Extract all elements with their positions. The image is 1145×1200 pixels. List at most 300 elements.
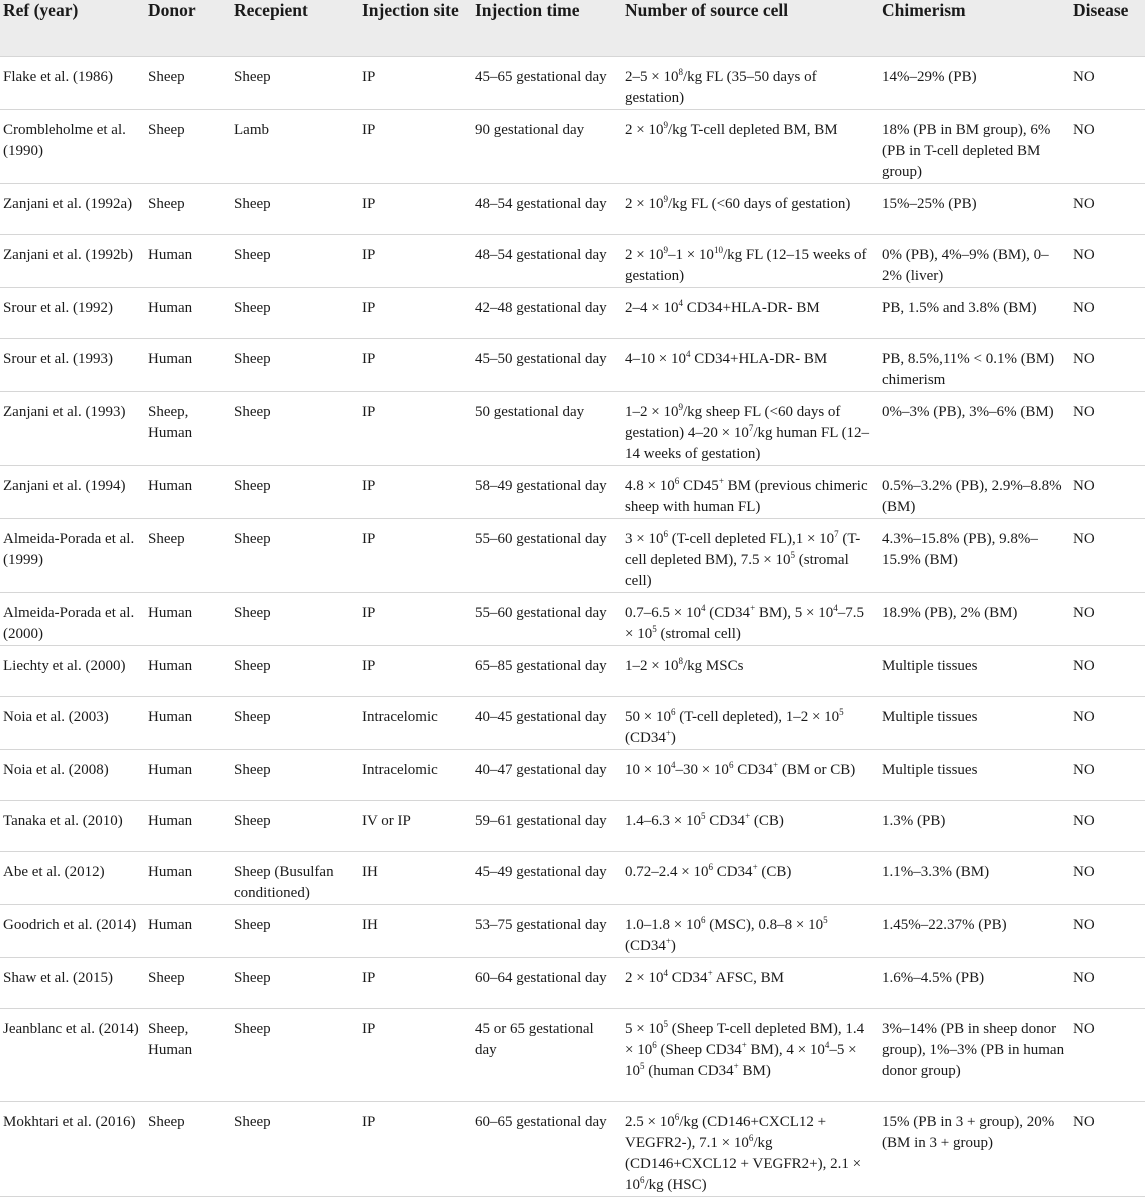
- cell-chimerism-text: Multiple tissues: [882, 762, 978, 778]
- cell-cells: [622, 235, 879, 288]
- cell-donor: [145, 110, 231, 184]
- cell-time-text: 42–48 gestational day: [475, 300, 607, 316]
- cell-chimerism-text: 18.9% (PB), 2% (BM): [882, 605, 1018, 621]
- cell-recipient: [231, 1009, 359, 1102]
- cell-cells: [622, 593, 879, 646]
- cell-time: [472, 519, 622, 593]
- cell-chimerism: [879, 288, 1070, 339]
- header-source-cell: Number of source cell: [622, 0, 879, 57]
- cell-site: [359, 750, 472, 801]
- cell-site: [359, 1009, 472, 1102]
- cell-chimerism: [879, 392, 1070, 466]
- cell-site-text: IP: [362, 69, 376, 85]
- cell-disease-text: NO: [1073, 196, 1095, 212]
- cell-disease-text: NO: [1073, 970, 1095, 986]
- cell-time-text: 48–54 gestational day: [475, 196, 607, 212]
- cell-donor-text: Human: [148, 300, 193, 316]
- cell-site: [359, 958, 472, 1009]
- cell-ref-text: Flake et al. (1986): [3, 69, 113, 85]
- cell-chimerism-text: Multiple tissues: [882, 658, 978, 674]
- cell-cells-text: $5 \times 10^5$ (Sheep T-cell depleted BM), $1.4 \times 10^6$ (Sheep CD34+ BM), $4 \times 10^4-5 \times 10^5$ (human CD34+ BM): [625, 1019, 865, 1079]
- cell-time-text: 45 or 65 gestational day: [475, 1021, 594, 1058]
- cell-ref: [0, 466, 145, 519]
- cell-time: [472, 646, 622, 697]
- cell-ref-text: Mokhtari et al. (2016): [3, 1114, 136, 1130]
- table-row: [0, 110, 1145, 184]
- cell-chimerism-text: 15% (PB in 3 + group), 20% (BM in 3 + group): [882, 1114, 1055, 1151]
- cell-time: [472, 1009, 622, 1102]
- cell-site-text: IP: [362, 970, 376, 986]
- cell-recipient-text: Sheep: [234, 762, 271, 778]
- cell-site: [359, 288, 472, 339]
- cell-cells: [622, 519, 879, 593]
- table-row: [0, 697, 1145, 750]
- cell-ref: [0, 801, 145, 852]
- cell-donor-text: Human: [148, 605, 193, 621]
- cell-site-text: IP: [362, 1021, 376, 1037]
- cell-site: [359, 646, 472, 697]
- cell-ref-text: Noia et al. (2003): [3, 709, 109, 725]
- cell-donor: [145, 339, 231, 392]
- cell-time-text: 50 gestational day: [475, 404, 585, 420]
- cell-cells-text: $0.7-6.5 \times 10^4$ (CD34+ BM), $5 \times 10^4-7.5 \times 10^5$ (stromal cell): [625, 603, 864, 642]
- table-row: [0, 1102, 1145, 1197]
- table-row: [0, 646, 1145, 697]
- cell-disease-text: NO: [1073, 709, 1095, 725]
- cell-disease: [1070, 1009, 1145, 1102]
- cell-recipient: [231, 697, 359, 750]
- cell-donor: [145, 1102, 231, 1197]
- cell-donor: [145, 288, 231, 339]
- table-row: [0, 593, 1145, 646]
- cell-ref-text: Abe et al. (2012): [3, 864, 105, 880]
- table-row: [0, 57, 1145, 110]
- cell-disease-text: NO: [1073, 762, 1095, 778]
- cell-time: [472, 905, 622, 958]
- cell-cells-text: $10 \times 10^4-30 \times 10^6$ CD34+ (BM or CB): [625, 760, 856, 778]
- cell-chimerism-text: 18% (PB in BM group), 6% (PB in T-cell depleted BM group): [882, 122, 1051, 180]
- cell-site: [359, 57, 472, 110]
- cell-site: [359, 519, 472, 593]
- cell-cells: [622, 110, 879, 184]
- cell-donor-text: Sheep: [148, 122, 185, 138]
- cell-donor: [145, 466, 231, 519]
- cell-site-text: IP: [362, 404, 376, 420]
- cell-ref-text: Srour et al. (1993): [3, 351, 113, 367]
- cell-disease-text: NO: [1073, 658, 1095, 674]
- cell-chimerism-text: 0.5%–3.2% (PB), 2.9%–8.8% (BM): [882, 478, 1062, 515]
- cell-chimerism-text: 0% (PB), 4%–9% (BM), 0–2% (liver): [882, 247, 1049, 284]
- cell-chimerism-text: PB, 1.5% and 3.8% (BM): [882, 300, 1037, 316]
- cell-chimerism: [879, 801, 1070, 852]
- cell-chimerism-text: 3%–14% (PB in sheep donor group), 1%–3% (PB in human donor group): [882, 1021, 1065, 1079]
- cell-disease: [1070, 852, 1145, 905]
- cell-cells: [622, 288, 879, 339]
- cell-donor-text: Human: [148, 864, 193, 880]
- cell-cells-text: $1-2 \times 10^9/kg$ sheep FL (<60 days of gestation) $4-20 \times 10^7/kg$ human FL (12–14 weeks of gestation): [625, 402, 870, 462]
- cell-site-text: Intracelomic: [362, 762, 438, 778]
- cell-chimerism-text: 14%–29% (PB): [882, 69, 977, 85]
- cell-cells: [622, 646, 879, 697]
- cell-site: [359, 339, 472, 392]
- cell-cells-text: $2 \times 10^9/kg$ FL (<60 days of gestation): [625, 194, 851, 212]
- cell-time: [472, 1102, 622, 1197]
- cell-chimerism-text: 1.3% (PB): [882, 813, 946, 829]
- cell-recipient: [231, 519, 359, 593]
- cell-cells: [622, 184, 879, 235]
- cell-ref: [0, 235, 145, 288]
- header-injection-site: Injection site: [359, 0, 472, 57]
- cell-recipient: [231, 852, 359, 905]
- cell-disease-text: NO: [1073, 1021, 1095, 1037]
- cell-chimerism-text: 4.3%–15.8% (PB), 9.8%–15.9% (BM): [882, 531, 1038, 568]
- table-row: [0, 519, 1145, 593]
- header-row: [0, 0, 1145, 57]
- cell-chimerism: [879, 339, 1070, 392]
- cell-chimerism: [879, 184, 1070, 235]
- cell-cells-text: $2.5 \times 10^6/kg$ (CD146+CXCL12 + VEGFR2-), $7.1 \times 10^6/kg$ (CD146+CXCL12 + VEGFR2+), $2.1 \times 10^6/kg$ (HSC): [625, 1112, 862, 1193]
- table-body: [0, 57, 1145, 1197]
- cell-disease: [1070, 288, 1145, 339]
- cell-time-text: 40–45 gestational day: [475, 709, 607, 725]
- cell-time: [472, 57, 622, 110]
- cell-donor: [145, 57, 231, 110]
- cell-donor-text: Human: [148, 478, 193, 494]
- cell-disease: [1070, 466, 1145, 519]
- cell-chimerism-text: 0%–3% (PB), 3%–6% (BM): [882, 404, 1054, 420]
- cell-recipient-text: Sheep: [234, 478, 271, 494]
- cell-site: [359, 593, 472, 646]
- cell-disease: [1070, 750, 1145, 801]
- cell-site-text: IP: [362, 478, 376, 494]
- header-recipient: Recepient: [231, 0, 359, 57]
- table-row: [0, 235, 1145, 288]
- cell-ref: [0, 57, 145, 110]
- cell-chimerism-text: 1.1%–3.3% (BM): [882, 864, 990, 880]
- cell-site-text: IH: [362, 917, 378, 933]
- cell-chimerism-text: PB, 8.5%,11% < 0.1% (BM) chimerism: [882, 351, 1055, 388]
- cell-chimerism: [879, 593, 1070, 646]
- cell-recipient-text: Sheep: [234, 531, 271, 547]
- cell-disease: [1070, 697, 1145, 750]
- cell-time: [472, 697, 622, 750]
- cell-site-text: IP: [362, 531, 376, 547]
- cell-recipient-text: Lamb: [234, 122, 269, 138]
- cell-chimerism-text: Multiple tissues: [882, 709, 978, 725]
- cell-disease: [1070, 235, 1145, 288]
- cell-recipient: [231, 235, 359, 288]
- cell-cells: [622, 958, 879, 1009]
- cell-recipient-text: Sheep: [234, 1021, 271, 1037]
- cell-recipient: [231, 1102, 359, 1197]
- cell-time-text: 55–60 gestational day: [475, 531, 607, 547]
- cell-time: [472, 750, 622, 801]
- cell-disease: [1070, 801, 1145, 852]
- cell-ref-text: Liechty et al. (2000): [3, 658, 126, 674]
- cell-disease-text: NO: [1073, 247, 1095, 263]
- table-row: [0, 184, 1145, 235]
- cell-ref-text: Zanjani et al. (1994): [3, 478, 126, 494]
- cell-ref: [0, 1102, 145, 1197]
- cell-time: [472, 339, 622, 392]
- cell-ref: [0, 593, 145, 646]
- cell-ref: [0, 392, 145, 466]
- cell-site-text: IP: [362, 247, 376, 263]
- cell-site: [359, 466, 472, 519]
- cell-time: [472, 466, 622, 519]
- cell-disease-text: NO: [1073, 864, 1095, 880]
- cell-disease-text: NO: [1073, 351, 1095, 367]
- cell-site-text: IV or IP: [362, 813, 411, 829]
- cell-recipient-text: Sheep: [234, 247, 271, 263]
- cell-donor-text: Human: [148, 917, 193, 933]
- header-chimerism: Chimerism: [879, 0, 1070, 57]
- cell-recipient-text: Sheep: [234, 970, 271, 986]
- cell-time-text: 65–85 gestational day: [475, 658, 607, 674]
- cell-recipient: [231, 801, 359, 852]
- cell-disease: [1070, 339, 1145, 392]
- cell-donor: [145, 801, 231, 852]
- cell-site: [359, 1102, 472, 1197]
- cell-recipient-text: Sheep (Busulfan conditioned): [234, 864, 334, 901]
- table-row: [0, 958, 1145, 1009]
- cell-time: [472, 958, 622, 1009]
- cell-disease-text: NO: [1073, 69, 1095, 85]
- cell-cells-text: $4-10 \times 10^4$ CD34+HLA-DR- BM: [625, 349, 828, 367]
- cell-cells: [622, 339, 879, 392]
- cell-site: [359, 184, 472, 235]
- header-donor: Donor: [145, 0, 231, 57]
- cell-disease: [1070, 1102, 1145, 1197]
- cell-recipient-text: Sheep: [234, 196, 271, 212]
- cell-time: [472, 392, 622, 466]
- cell-disease-text: NO: [1073, 300, 1095, 316]
- cell-site-text: IP: [362, 658, 376, 674]
- header-ref: Ref (year): [0, 0, 145, 57]
- cell-donor: [145, 646, 231, 697]
- cell-site-text: IP: [362, 122, 376, 138]
- cell-ref-text: Zanjani et al. (1992a): [3, 196, 133, 212]
- cell-time: [472, 184, 622, 235]
- cell-site: [359, 852, 472, 905]
- cell-site-text: IP: [362, 300, 376, 316]
- cell-donor-text: Sheep: [148, 196, 185, 212]
- cell-site-text: IP: [362, 351, 376, 367]
- cell-recipient-text: Sheep: [234, 709, 271, 725]
- cell-recipient-text: Sheep: [234, 917, 271, 933]
- table-row: [0, 852, 1145, 905]
- cell-disease-text: NO: [1073, 531, 1095, 547]
- cell-donor: [145, 852, 231, 905]
- table-row: [0, 750, 1145, 801]
- cell-site-text: IP: [362, 196, 376, 212]
- table-header: [0, 0, 1145, 57]
- cell-time: [472, 801, 622, 852]
- cell-donor-text: Sheep: [148, 531, 185, 547]
- cell-cells: [622, 750, 879, 801]
- cell-donor-text: Human: [148, 351, 193, 367]
- cell-cells: [622, 852, 879, 905]
- cell-donor-text: Sheep: [148, 970, 185, 986]
- cell-time: [472, 852, 622, 905]
- cell-time: [472, 288, 622, 339]
- cell-donor: [145, 392, 231, 466]
- cell-cells-text: $2-4 \times 10^4$ CD34+HLA-DR- BM: [625, 298, 820, 316]
- cell-recipient: [231, 110, 359, 184]
- cell-site-text: IP: [362, 1114, 376, 1130]
- cell-cells-text: $2 \times 10^9-1 \times 10^{10}/kg$ FL (12–15 weeks of gestation): [625, 245, 867, 284]
- cell-cells-text: $1.0-1.8 \times 10^6$ (MSC), $0.8-8 \times 10^5$ (CD34+): [625, 915, 828, 954]
- cell-cells-text: $50 \times 10^6$ (T-cell depleted), $1-2 \times 10^5$ (CD34+): [625, 707, 844, 746]
- cell-disease: [1070, 593, 1145, 646]
- cell-time: [472, 235, 622, 288]
- cell-ref-text: Zanjani et al. (1992b): [3, 247, 133, 263]
- cell-donor: [145, 958, 231, 1009]
- cell-donor: [145, 905, 231, 958]
- cell-disease: [1070, 57, 1145, 110]
- cell-cells-text: $1.4-6.3 \times 10^5$ CD34+ (CB): [625, 811, 784, 829]
- cell-chimerism: [879, 852, 1070, 905]
- cell-time-text: 45–65 gestational day: [475, 69, 607, 85]
- cell-site: [359, 235, 472, 288]
- cell-ref: [0, 288, 145, 339]
- header-disease: Disease: [1070, 0, 1145, 57]
- cell-ref-text: Shaw et al. (2015): [3, 970, 113, 986]
- cell-disease-text: NO: [1073, 813, 1095, 829]
- cell-disease-text: NO: [1073, 404, 1095, 420]
- cell-ref-text: Goodrich et al. (2014): [3, 917, 137, 933]
- cell-disease-text: NO: [1073, 917, 1095, 933]
- cell-chimerism-text: 1.45%–22.37% (PB): [882, 917, 1007, 933]
- cell-cells-text: $2 \times 10^9/kg$ T-cell depleted BM, BM: [625, 120, 838, 138]
- cell-donor: [145, 1009, 231, 1102]
- cell-disease: [1070, 905, 1145, 958]
- cell-site: [359, 697, 472, 750]
- table-row: [0, 392, 1145, 466]
- cell-chimerism: [879, 958, 1070, 1009]
- cell-donor-text: Human: [148, 658, 193, 674]
- cell-chimerism: [879, 1102, 1070, 1197]
- cell-recipient-text: Sheep: [234, 300, 271, 316]
- cell-time-text: 45–49 gestational day: [475, 864, 607, 880]
- cell-ref: [0, 697, 145, 750]
- cell-donor-text: Human: [148, 813, 193, 829]
- cell-disease: [1070, 646, 1145, 697]
- cell-chimerism: [879, 1009, 1070, 1102]
- cell-time: [472, 593, 622, 646]
- cell-ref: [0, 852, 145, 905]
- cell-site: [359, 801, 472, 852]
- cell-chimerism: [879, 750, 1070, 801]
- cell-donor-text: Sheep, Human: [148, 404, 193, 441]
- cell-ref-text: Crombleholme et al. (1990): [3, 122, 126, 159]
- cell-ref: [0, 750, 145, 801]
- cell-chimerism: [879, 519, 1070, 593]
- cell-chimerism: [879, 235, 1070, 288]
- cell-time-text: 45–50 gestational day: [475, 351, 607, 367]
- cell-ref: [0, 184, 145, 235]
- cell-time-text: 55–60 gestational day: [475, 605, 607, 621]
- cell-chimerism: [879, 646, 1070, 697]
- cell-cells-text: $4.8 \times 10^6$ CD45+ BM (previous chimeric sheep with human FL): [625, 476, 868, 515]
- cell-site-text: Intracelomic: [362, 709, 438, 725]
- cell-cells-text: $2-5 \times 10^8/kg$ FL (35–50 days of gestation): [625, 67, 817, 106]
- cell-chimerism-text: 1.6%–4.5% (PB): [882, 970, 985, 986]
- cell-cells: [622, 1102, 879, 1197]
- cell-time-text: 60–65 gestational day: [475, 1114, 607, 1130]
- header-injection-time: Injection time: [472, 0, 622, 57]
- cell-recipient: [231, 905, 359, 958]
- cell-cells-text: $2 \times 10^4$ CD34+ AFSC, BM: [625, 968, 784, 986]
- cell-recipient: [231, 958, 359, 1009]
- cell-time-text: 58–49 gestational day: [475, 478, 607, 494]
- cell-recipient: [231, 339, 359, 392]
- cell-chimerism-text: 15%–25% (PB): [882, 196, 977, 212]
- cell-cells: [622, 801, 879, 852]
- cell-site: [359, 110, 472, 184]
- cell-cells: [622, 466, 879, 519]
- cell-cells-text: $3 \times 10^6$ (T-cell depleted $FL),1 \times 10^7$ (T-cell depleted BM), $7.5 \times 10^5$ (stromal cell): [625, 529, 861, 589]
- cell-time-text: 90 gestational day: [475, 122, 585, 138]
- table-row: [0, 339, 1145, 392]
- table-row: [0, 288, 1145, 339]
- cell-ref: [0, 905, 145, 958]
- cell-ref-text: Almeida-Porada et al. (2000): [3, 605, 135, 642]
- cell-ref-text: Srour et al. (1992): [3, 300, 113, 316]
- cell-recipient-text: Sheep: [234, 1114, 271, 1130]
- cell-donor-text: Sheep: [148, 1114, 185, 1130]
- cell-recipient: [231, 184, 359, 235]
- cell-time-text: 40–47 gestational day: [475, 762, 607, 778]
- cell-cells: [622, 697, 879, 750]
- cell-recipient: [231, 392, 359, 466]
- cell-ref-text: Noia et al. (2008): [3, 762, 109, 778]
- cell-disease: [1070, 392, 1145, 466]
- cell-recipient: [231, 750, 359, 801]
- cell-ref: [0, 1009, 145, 1102]
- cell-ref-text: Tanaka et al. (2010): [3, 813, 123, 829]
- cell-recipient-text: Sheep: [234, 658, 271, 674]
- cell-disease-text: NO: [1073, 1114, 1095, 1130]
- cell-disease-text: NO: [1073, 122, 1095, 138]
- cell-recipient: [231, 646, 359, 697]
- cell-ref-text: Jeanblanc et al. (2014): [3, 1021, 139, 1037]
- cell-cells: [622, 905, 879, 958]
- cell-time-text: 48–54 gestational day: [475, 247, 607, 263]
- cell-donor-text: Sheep: [148, 69, 185, 85]
- cell-chimerism: [879, 697, 1070, 750]
- cell-cells: [622, 57, 879, 110]
- table-row: [0, 1009, 1145, 1102]
- cell-site: [359, 905, 472, 958]
- cell-chimerism: [879, 905, 1070, 958]
- cell-donor-text: Sheep, Human: [148, 1021, 193, 1058]
- cell-recipient: [231, 593, 359, 646]
- cell-recipient-text: Sheep: [234, 69, 271, 85]
- cell-donor: [145, 235, 231, 288]
- cell-ref-text: Almeida-Porada et al. (1999): [3, 531, 135, 568]
- cell-recipient-text: Sheep: [234, 813, 271, 829]
- cell-site-text: IP: [362, 605, 376, 621]
- cell-donor-text: Human: [148, 247, 193, 263]
- cell-donor-text: Human: [148, 762, 193, 778]
- cell-ref: [0, 646, 145, 697]
- table-row: [0, 905, 1145, 958]
- cell-ref: [0, 519, 145, 593]
- cell-recipient-text: Sheep: [234, 605, 271, 621]
- cell-recipient-text: Sheep: [234, 351, 271, 367]
- cell-donor-text: Human: [148, 709, 193, 725]
